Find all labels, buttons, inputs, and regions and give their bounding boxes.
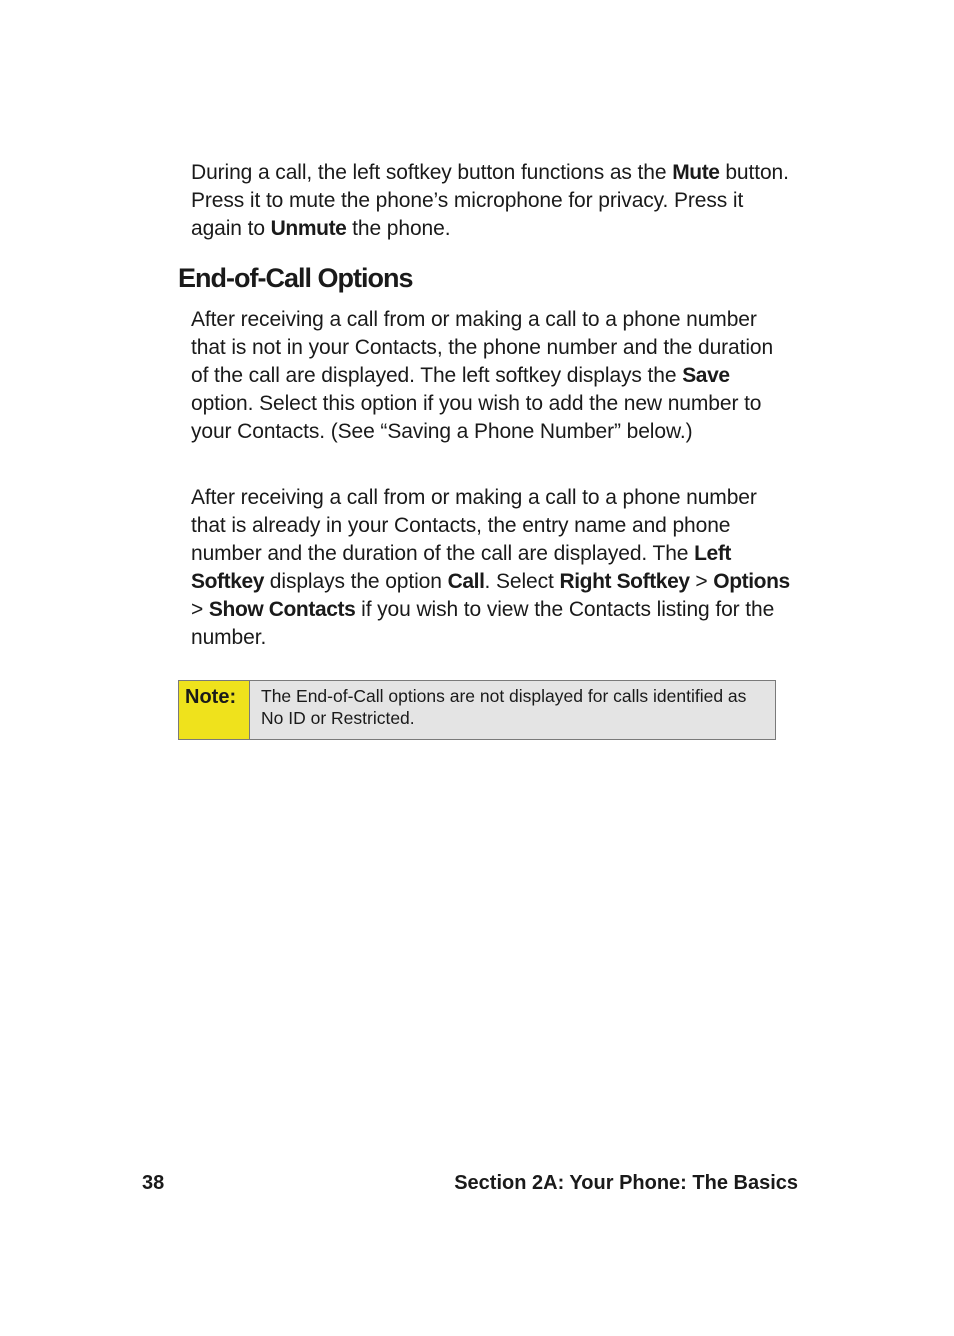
para1-text-1: After receiving a call from or making a call to a phone number that is not in your Contacts, the phone number and the duration of the call are displayed. The left softkey displays the [191,308,774,387]
intro-text-2: button. Press it to mute the phone’s microphone for privacy. Press it again to [191,161,789,240]
left-softkey-term: Left Softkey [191,542,732,593]
save-term: Save [682,364,730,387]
call-term: Call [447,570,485,593]
end-of-call-paragraph-2 [191,484,791,652]
right-softkey-term: Right Softkey [559,570,690,593]
para1-text-2: option. Select this option if you wish to add the new number to your Contacts. (See “Saving a Phone Number” below.) [191,392,762,443]
intro-paragraph [191,159,791,243]
para2-text-3: . Select [484,570,560,593]
para2-text-2: displays the option [264,570,448,593]
page-number: 38 [142,1172,165,1194]
section-heading: End-of-Call Options [178,263,413,293]
intro-text-3: the phone. [346,217,451,240]
note-label: Note: [179,681,250,739]
note-text: The End-of-Call options are not displayed for calls identified as No ID or Restricted. [250,681,775,739]
options-term: Options [713,570,790,593]
para2-text-1: After receiving a call from or making a call to a phone number that is already in your Contacts, the entry name and phone number and the duration of the call are displayed. The [191,486,757,565]
unmute-term: Unmute [270,217,347,240]
para2-text-6: if you wish to view the Contacts listing for the number. [191,598,775,649]
para2-text-5: > [191,598,209,621]
section-footer: Section 2A: Your Phone: The Basics [454,1172,798,1194]
mute-term: Mute [672,161,720,184]
note-box [178,680,776,740]
para2-text-4: > [689,570,714,593]
intro-text-1: During a call, the left softkey button functions as the [191,161,673,184]
end-of-call-paragraph-1 [191,306,791,446]
show-contacts-term: Show Contacts [208,598,356,621]
